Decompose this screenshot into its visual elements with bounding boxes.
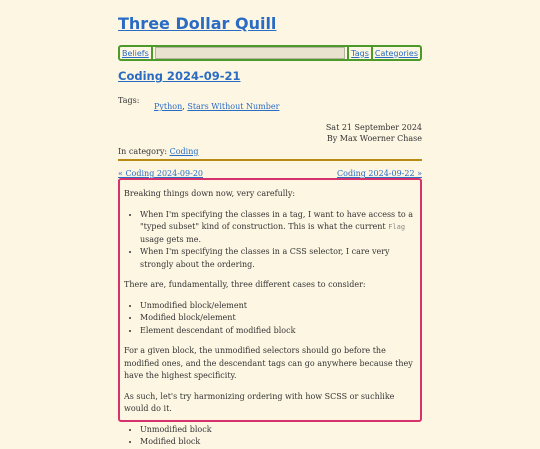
next-post-link[interactable]: Coding 2024-09-22 » xyxy=(337,169,422,178)
list-item: • When I'm specifying the classes in a tag, I want to have access to a "typed subset" kind of construction. This is what the current Flag usage gets me. xyxy=(140,209,416,247)
tag-link-python[interactable]: Python xyxy=(154,102,183,111)
list xyxy=(124,424,416,449)
paragraph: There are, fundamentally, three different cases to consider: xyxy=(124,280,366,289)
list xyxy=(124,209,416,272)
paragraph: As such, let's try harmonizing ordering with how SCSS or suchlike would do it. xyxy=(124,391,395,413)
paragraph: Breaking things down now, very carefully: xyxy=(124,189,296,198)
post-title-link[interactable]: Coding 2024-09-21 xyxy=(118,69,241,83)
prev-post-link[interactable]: « Coding 2024-09-20 xyxy=(118,169,203,178)
post-content xyxy=(118,178,422,446)
post-meta xyxy=(326,122,422,144)
category-label: In category: xyxy=(118,147,168,156)
list xyxy=(124,300,416,338)
nav-link-tags[interactable]: Tags xyxy=(351,48,369,58)
list-item: • Modified block/element xyxy=(140,312,416,325)
nav-separator xyxy=(151,47,153,59)
tag-separator: , xyxy=(182,102,188,111)
list-item: • Modified block xyxy=(140,436,416,449)
divider xyxy=(118,159,422,161)
tags-label: Tags: xyxy=(118,96,140,105)
post-byline: By Max Woerner Chase xyxy=(326,134,422,143)
category-line xyxy=(118,146,198,157)
post-date: Sat 21 September 2024 xyxy=(325,123,422,132)
paragraph: For a given block, the unmodified selectors should go before the modified ones, and the descendant tags can go anywhere because they have the highest specificity. xyxy=(124,346,413,380)
category-link-coding[interactable]: Coding xyxy=(169,147,199,156)
list-item: • Element descendant of modified block xyxy=(140,325,416,338)
list-item: • Unmodified block xyxy=(140,424,416,437)
navbar xyxy=(118,45,422,61)
tag-link-stars-without-number[interactable]: Stars Without Number xyxy=(187,102,280,111)
nav-link-beliefs[interactable]: Beliefs xyxy=(122,48,149,58)
search-input[interactable] xyxy=(155,47,345,59)
tags-list xyxy=(154,101,279,112)
list-item: • When I'm specifying the classes in a CSS selector, I care very strongly about the ordering. xyxy=(140,246,416,271)
site-title-link[interactable]: Three Dollar Quill xyxy=(118,14,277,33)
list-item: • Unmodified block/element xyxy=(140,300,416,313)
inline-code: Flag xyxy=(388,223,406,231)
nav-link-categories[interactable]: Categories xyxy=(374,48,418,58)
